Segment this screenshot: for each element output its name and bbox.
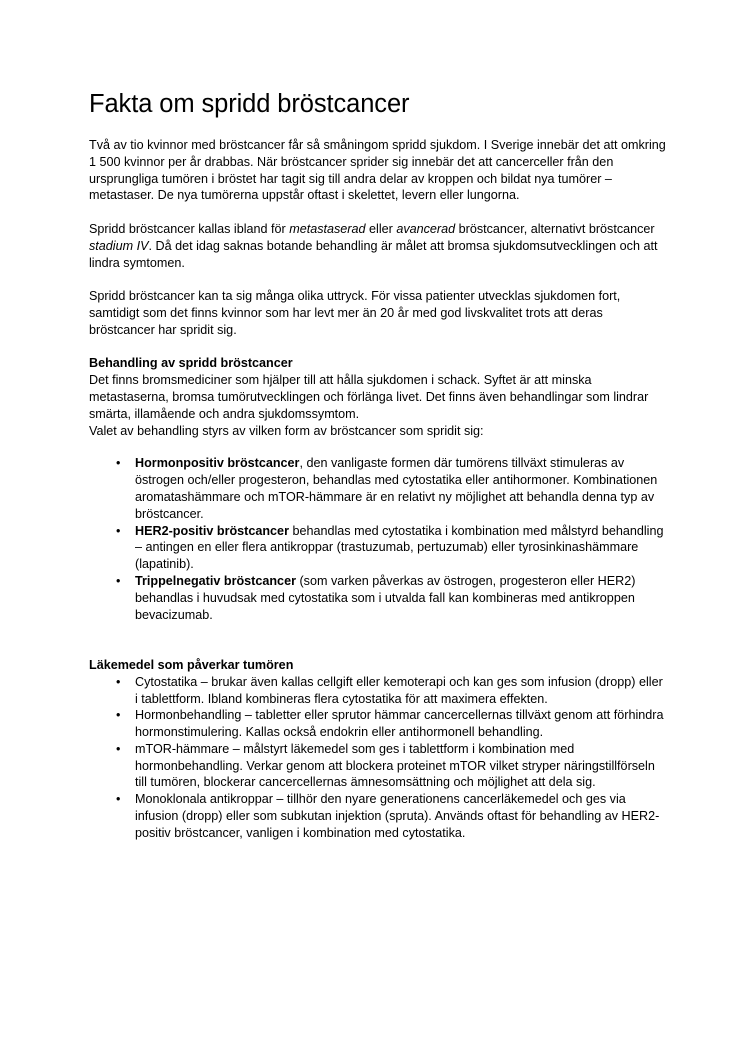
italic-term-metastaserad: metastaserad	[289, 221, 366, 236]
list-item-term: Hormonpositiv bröstcancer	[135, 456, 300, 471]
text-run: Spridd bröstcancer kallas ibland för	[89, 221, 290, 236]
list-item	[116, 791, 669, 841]
italic-term-stadium: stadium IV	[89, 238, 149, 253]
list-item-term: Trippelnegativ bröstcancer	[135, 573, 296, 588]
intro-paragraph-2	[89, 221, 669, 271]
list-item	[116, 573, 669, 623]
bullet-icon: •	[116, 741, 121, 756]
list-item	[116, 741, 669, 791]
list-item	[116, 707, 669, 741]
document-page	[89, 88, 669, 842]
bullet-icon: •	[116, 792, 121, 807]
intro-paragraph-1: Två av tio kvinnor med bröstcancer får så småningom spridd sjukdom. I Sverige innebär det att omkring 1 500 kvinnor per år drabbas. När bröstcancer sprider sig innebär det att cancerceller från den ursprungliga tumören i bröstet har tagit sig till andra delar av kroppen och bildat nya tumörer – metastaser. De nya tumörerna uppstår oftast i skelettet, levern eller lungorna.	[89, 138, 666, 203]
section-heading-treatment: Behandling av spridd bröstcancer	[89, 356, 293, 371]
text-run: bröstcancer, alternativt bröstcancer	[455, 221, 655, 236]
text-run: . Då det idag saknas botande behandling är målet att bromsa sjukdomsutvecklingen och att lindra symtomen.	[89, 238, 658, 270]
page-title: Fakta om spridd bröstcancer	[89, 90, 410, 118]
text-run: eller	[365, 221, 397, 236]
bullet-icon: •	[116, 674, 121, 689]
spacer	[89, 271, 669, 288]
italic-term-avancerad: avancerad	[396, 221, 456, 236]
list-item	[116, 455, 669, 522]
list-item-text: behandlas med cytostatika i kombination med målstyrd behandling – antingen en eller flera antikroppar (trastuzumab, pertuzumab) eller tyrosinkinashämmare (lapatinib).	[135, 523, 664, 572]
treatment-paragraph-2: Valet av behandling styrs av vilken form av bröstcancer som spridit sig:	[89, 423, 484, 438]
list-item-text: , den vanligaste formen där tumörens tillväxt stimuleras av östrogen och/eller progesteron, behandlas med cytostatika eller antihormoner. Kombinationen aromatashämmare och mTOR-hämmare är en relativt ny möjlighet att behandla denna typ av bröstcancer.	[135, 456, 658, 521]
list-item-text: Hormonbehandling – tabletter eller sprutor hämmar cancercellernas tillväxt genom att förhindra hormonstimulering. Kallas också endokrin eller antihormonell behandling.	[135, 708, 664, 740]
spacer	[89, 623, 669, 640]
spacer	[89, 640, 669, 657]
list-item	[116, 523, 669, 573]
list-item-text: Cytostatika – brukar även kallas cellgift eller kemoterapi och kan ges som infusion (dropp) eller i tablettform. Ibland kombineras flera cytostatika för att maximera effekten.	[135, 674, 663, 706]
treatment-list	[89, 455, 669, 623]
intro-paragraph-3: Spridd bröstcancer kan ta sig många olika uttryck. För vissa patienter utvecklas sjukdomen fort, samtidigt som det finns kvinnor som har levt mer än 20 år med god livskvalitet trots att deras bröstcancer har spridit sig.	[89, 289, 621, 337]
section-heading-drugs: Läkemedel som påverkar tumören	[89, 657, 294, 672]
bullet-icon: •	[116, 708, 121, 723]
spacer	[89, 339, 669, 356]
list-item-text: (som varken påverkas av östrogen, progesteron eller HER2) behandlas i huvudsak med cytostatika som i utvalda fall kan kombineras med antikroppen bevacizumab.	[135, 573, 636, 622]
list-item-term: HER2-positiv bröstcancer	[135, 523, 289, 538]
bullet-icon: •	[116, 573, 121, 588]
treatment-paragraph-1: Det finns bromsmediciner som hjälper till att hålla sjukdomen i schack. Syftet är att minska metastaserna, bromsa tumörutvecklingen och förlänga livet. Det finns även behandlingar som lindrar smärta, illamående och andra sjukdomssymtom.	[89, 373, 649, 421]
drugs-list	[89, 674, 669, 842]
bullet-icon: •	[116, 456, 121, 471]
list-item-text: Monoklonala antikroppar – tillhör den nyare generationens cancerläkemedel och ges via infusion (dropp) eller som subkutan injektion (spruta). Används oftast för behandling av HER2-positiv bröstcancer, vanligen i kombination med cytostatika.	[135, 792, 660, 840]
list-item	[116, 674, 669, 708]
bullet-icon: •	[116, 523, 121, 538]
list-item-text: mTOR-hämmare – målstyrt läkemedel som ges i tablettform i kombination med hormonbehandling. Verkar genom att blockera proteinet mTOR vilket stryper näringstillförseln till tumören, blockerar cancercellernas ämnesomsättning och möjlighet att dela sig.	[135, 741, 655, 790]
spacer	[89, 204, 669, 221]
